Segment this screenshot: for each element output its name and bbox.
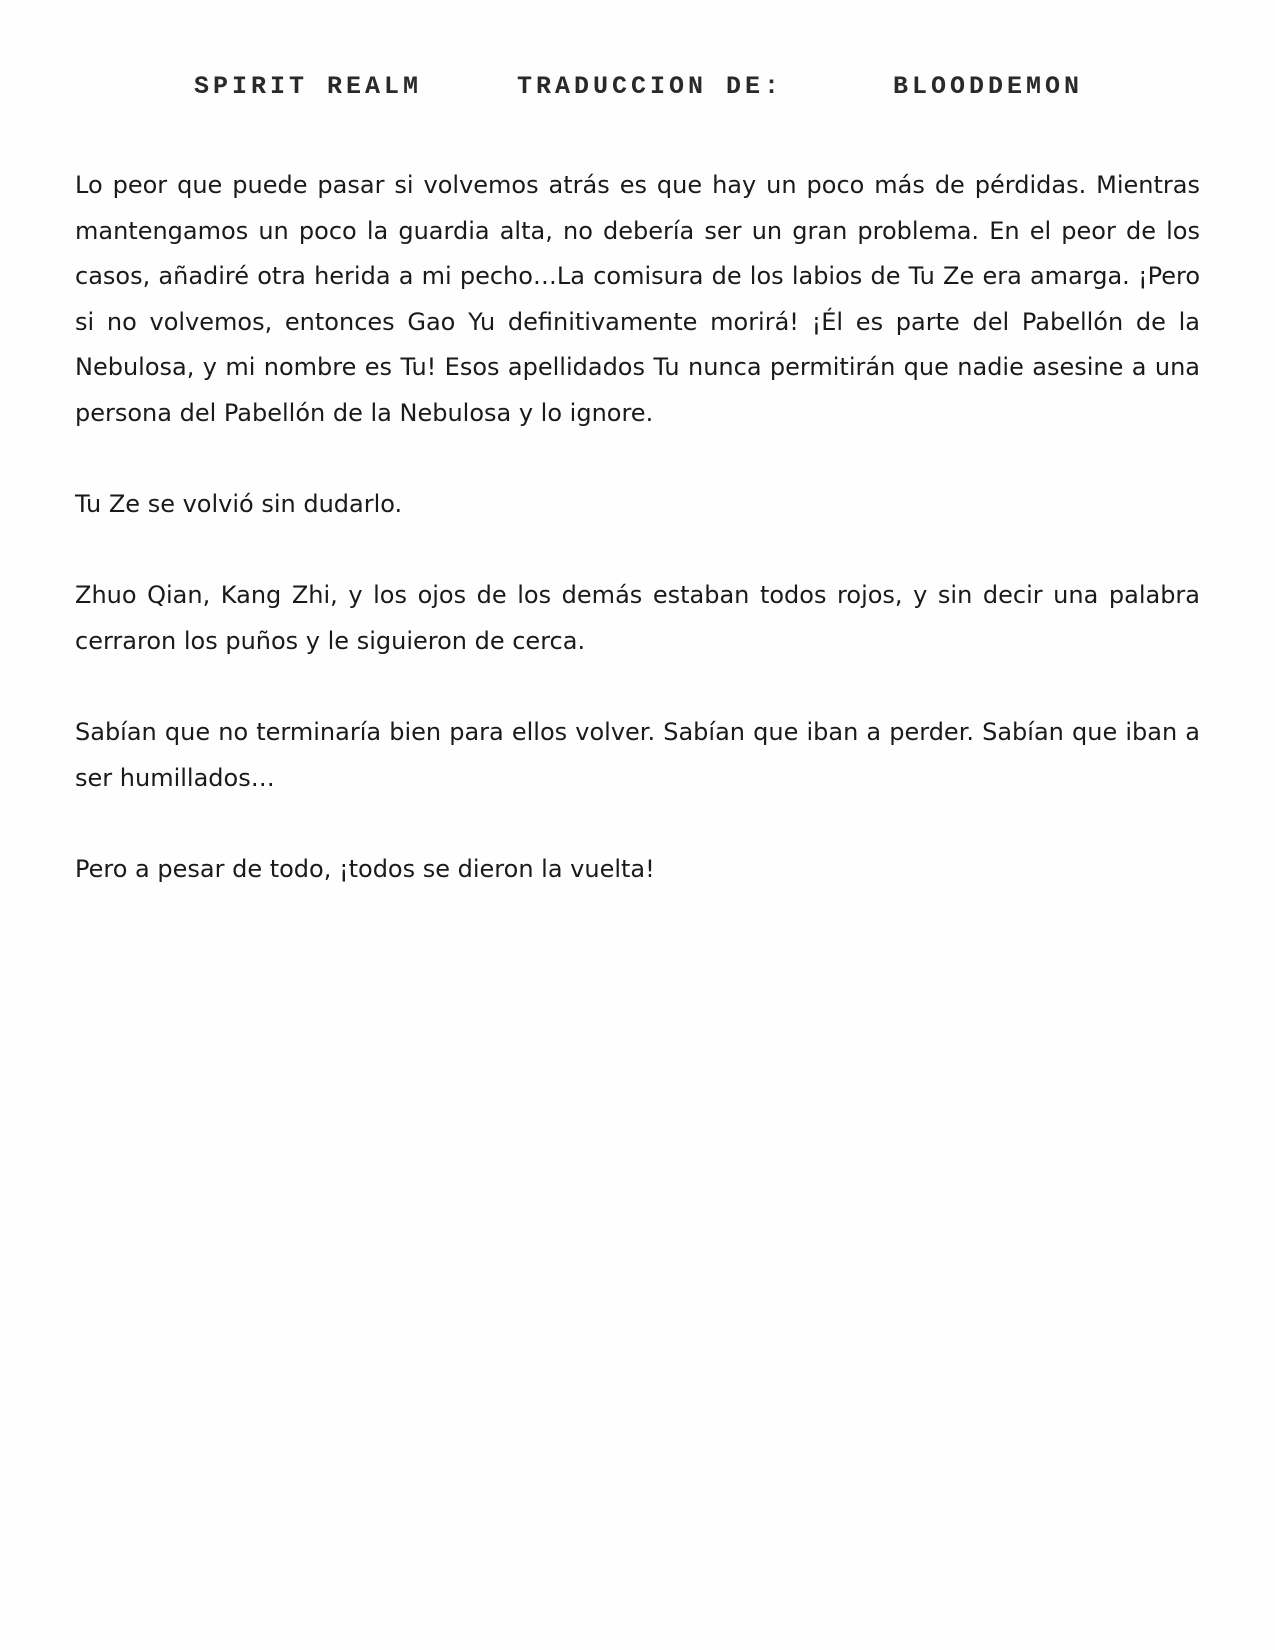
header-title: SPIRIT REALM: [194, 72, 423, 101]
header-translation-label: TRADUCCION DE:: [517, 72, 784, 101]
document-body: [75, 163, 1200, 938]
header-translator: BLOODDEMON: [893, 72, 1084, 101]
paragraph: Zhuo Qian, Kang Zhi, y los ojos de los demás estaban todos rojos, y sin decir una palabra cerraron los puños y le siguieron de cerca.: [75, 581, 1200, 655]
paragraph: Lo peor que puede pasar si volvemos atrás es que hay un poco más de pérdidas. Mientras mantengamos un poco la guardia alta, no debería ser un gran problema. En el peor de los casos, añadiré otra herida a mi pecho…La comisura de los labios de Tu Ze era amarga. ¡Pero si no volvemos, entonces Gao Yu definitivamente morirá! ¡Él es parte del Pabellón de la Nebulosa, y mi nombre es Tu! Esos apellidados Tu nunca permitirán que nadie asesine a una persona del Pabellón de la Nebulosa y lo ignore.: [75, 171, 1200, 427]
page-header: [0, 72, 1275, 112]
paragraph: Pero a pesar de todo, ¡todos se dieron la vuelta!: [75, 854, 655, 883]
paragraph: Tu Ze se volvió sin dudarlo.: [75, 490, 403, 519]
paragraph: Sabían que no terminaría bien para ellos volver. Sabían que iban a perder. Sabían que iban a ser humillados…: [75, 718, 1200, 792]
